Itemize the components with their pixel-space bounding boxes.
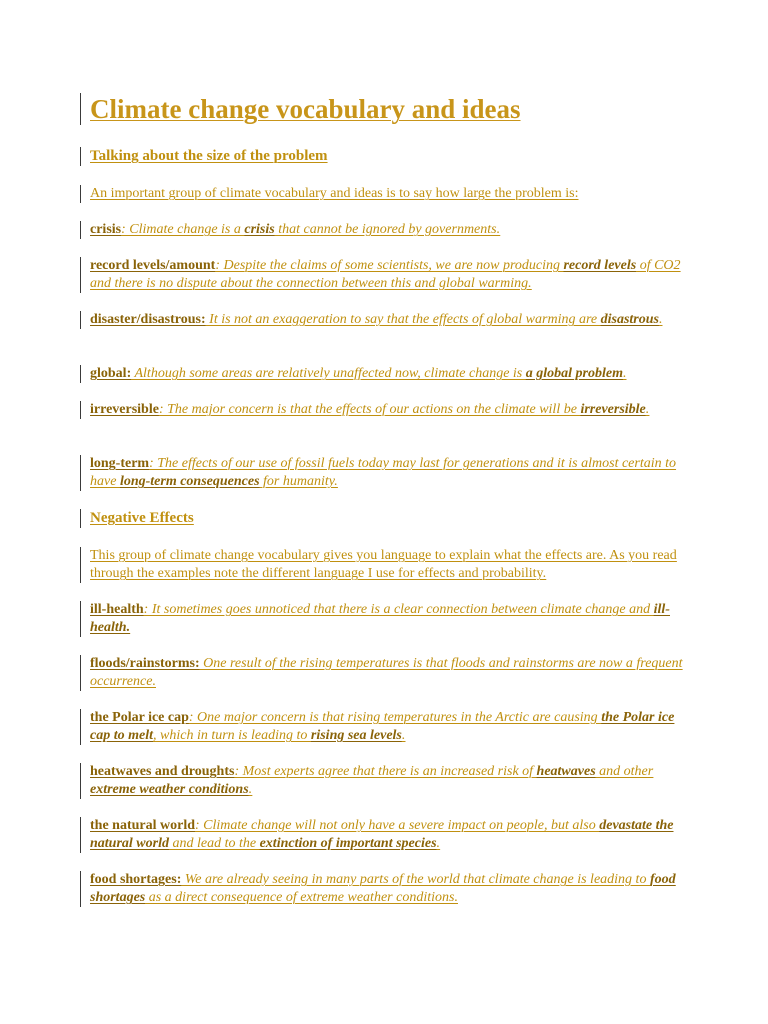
vocab-entry-floods (80, 655, 690, 691)
entry-example: . (248, 782, 253, 797)
entry-text (90, 311, 690, 329)
entry-highlight: extinction of important species (259, 836, 437, 851)
entry-example: , which in turn is leading to (153, 728, 311, 743)
entry-text (90, 455, 690, 491)
entry-term: record levels/amount (90, 258, 216, 273)
entry-text (90, 763, 690, 799)
vocab-entry-irreversible (80, 401, 690, 419)
vocab-entry-crisis (80, 221, 690, 239)
section-intro-effects: This group of climate change vocabulary gives you language to explain what the effects are. As you read through the examples note the different language I use for effects and probability. (90, 548, 677, 581)
vocab-entry-heatwaves (80, 763, 690, 799)
entry-example: : Despite the claims of some scientists, we are now producing (215, 258, 564, 273)
entry-example: : The effects of our use of fossil fuels today may last for generations and it is almost certain to have (90, 456, 677, 489)
entry-highlight: crisis (244, 222, 275, 237)
entry-highlight: the Polar ice cap to melt (90, 710, 675, 743)
entry-text (90, 257, 690, 293)
entry-highlight: heatwaves (536, 764, 596, 779)
entry-text (90, 401, 690, 419)
entry-text (90, 365, 690, 383)
section-intro-block (80, 547, 690, 583)
entry-term: the Polar ice cap (90, 710, 189, 725)
entry-example: One result of the rising temperatures is that floods and rainstorms are now a frequent occurrence. (90, 656, 683, 689)
entry-term: food shortages: (90, 872, 182, 887)
entry-highlight: extreme weather conditions (90, 782, 249, 797)
section-heading-effects: Negative Effects (90, 510, 194, 526)
entry-example: . (401, 728, 406, 743)
entry-example: : Climate change is a (121, 222, 245, 237)
vocab-entry-long-term (80, 455, 690, 491)
section-heading-size: Talking about the size of the problem (90, 148, 328, 164)
entry-example: : It sometimes goes unnoticed that there is a clear connection between climate change and (143, 602, 654, 617)
entry-highlight: record levels (563, 258, 637, 273)
entry-example: . (622, 366, 627, 381)
entry-term: disaster/disastrous: (90, 312, 206, 327)
entry-example: Although some areas are relatively unaffected now, climate change is (131, 366, 526, 381)
entry-example: : The major concern is that the effects of our actions on the climate will be (158, 402, 581, 417)
entry-text (90, 221, 690, 239)
vocab-entry-polar-ice-cap (80, 709, 690, 745)
entry-text (90, 601, 690, 637)
entry-example: as a direct consequence of extreme weather conditions. (145, 890, 458, 905)
entry-example: We are already seeing in many parts of the world that climate change is leading to (181, 872, 650, 887)
section-intro-block (80, 185, 690, 203)
entry-text (90, 817, 690, 853)
entry-text (90, 871, 690, 907)
entry-highlight: long-term consequences (119, 474, 260, 489)
entry-term: the natural world (90, 818, 195, 833)
entry-example: of CO2 and there is no dispute about the connection between this and global warming. (90, 258, 681, 291)
entry-example: . (658, 312, 663, 327)
entry-example: : One major concern is that rising temperatures in the Arctic are causing (188, 710, 602, 725)
entry-term: crisis (90, 222, 122, 237)
entry-example: : Climate change will not only have a severe impact on people, but also (195, 818, 600, 833)
section-heading-block (80, 509, 690, 528)
entry-example: and other (595, 764, 654, 779)
section-intro-size: An important group of climate vocabulary and ideas is to say how large the problem is: (90, 186, 579, 201)
entry-highlight: food shortages (90, 872, 676, 905)
title-block (80, 93, 690, 125)
entry-highlight: a global problem (525, 366, 623, 381)
page-title: Climate change vocabulary and ideas (90, 94, 521, 124)
entry-highlight: rising sea levels (310, 728, 402, 743)
entry-text (90, 655, 690, 691)
entry-example: . (436, 836, 441, 851)
entry-term: heatwaves and droughts (90, 764, 235, 779)
entry-example: It is not an exaggeration to say that the effects of global warming are (205, 312, 601, 327)
entry-term: long-term (90, 456, 150, 471)
entry-highlight: irreversible (580, 402, 646, 417)
vocab-entry-food-shortages (80, 871, 690, 907)
entry-example: for humanity. (259, 474, 338, 489)
vocab-entry-record-levels (80, 257, 690, 293)
entry-example: . (645, 402, 650, 417)
entry-text (90, 709, 690, 745)
entry-example: : Most experts agree that there is an increased risk of (234, 764, 537, 779)
vocab-entry-natural-world (80, 817, 690, 853)
entry-term: irreversible (90, 402, 159, 417)
entry-highlight: devastate the natural world (90, 818, 674, 851)
vocab-entry-disaster (80, 311, 690, 329)
vocab-entry-global (80, 365, 690, 383)
entry-term: global: (90, 366, 132, 381)
entry-term: floods/rainstorms: (90, 656, 200, 671)
entry-highlight: ill-health. (90, 602, 670, 635)
section-heading-block (80, 147, 690, 166)
entry-highlight: disastrous (600, 312, 659, 327)
vocab-entry-ill-health (80, 601, 690, 637)
entry-term: ill-health (90, 602, 144, 617)
entry-example: that cannot be ignored by governments. (274, 222, 501, 237)
entry-example: and lead to the (168, 836, 260, 851)
